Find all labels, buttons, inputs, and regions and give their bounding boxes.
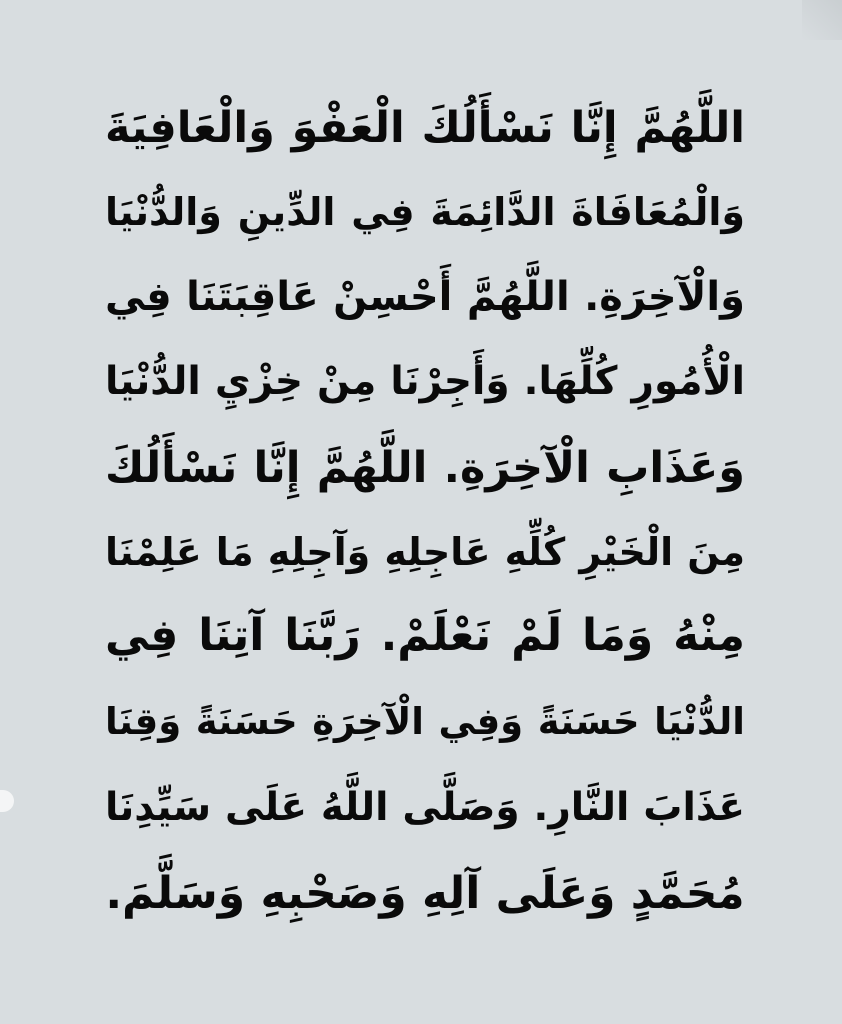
text-line-8: الدُّنْيَا حَسَنَةً وَفِي الْآخِرَةِ حَسَنَةً وَقِنَا [105, 700, 745, 743]
text-line-4: الْأُمُورِ كُلِّهَا. وَأَجِرْنَا مِنْ خِزْيِ الدُّنْيَا [105, 359, 745, 404]
text-line-5: وَعَذَابِ الْآخِرَةِ. اللَّهُمَّ إِنَّا نَسْأَلُكَ [105, 443, 745, 493]
text-line-7: مِنْهُ وَمَا لَمْ نَعْلَمْ. رَبَّنَا آتِنَا فِي [105, 610, 745, 661]
text-line-9: عَذَابَ النَّارِ. وَصَلَّى اللَّهُ عَلَى سَيِّدِنَا [105, 785, 745, 830]
text-line-6: مِنَ الْخَيْرِ كُلِّهِ عَاجِلِهِ وَآجِلِهِ مَا عَلِمْنَا [105, 530, 745, 574]
text-line-3: وَالْآخِرَةِ. اللَّهُمَّ أَحْسِنْ عَاقِبَتَنَا فِي [105, 274, 745, 320]
supplication-text [105, 88, 745, 958]
text-line-2: وَالْمُعَافَاةَ الدَّائِمَةَ فِي الدِّينِ وَالدُّنْيَا [105, 190, 745, 234]
text-line-10: مُحَمَّدٍ وَعَلَى آلِهِ وَصَحْبِهِ وَسَلَّمَ. [105, 868, 745, 919]
corner-shade [802, 0, 842, 40]
edge-mark [0, 790, 14, 812]
text-line-1: اللَّهُمَّ إِنَّا نَسْأَلُكَ الْعَفْوَ وَالْعَافِيَةَ [105, 103, 745, 153]
